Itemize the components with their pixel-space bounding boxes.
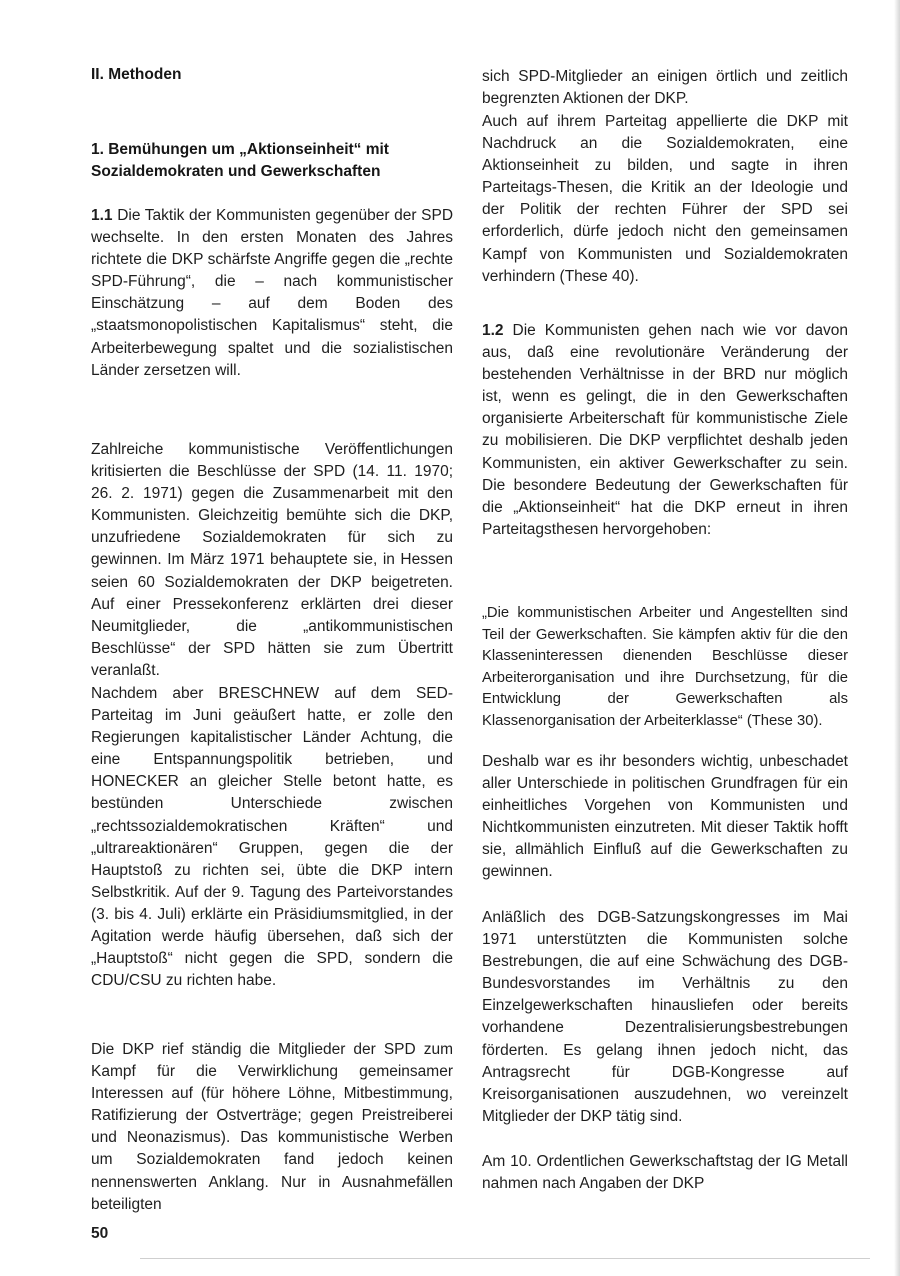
paragraph-breschnew: Nachdem aber BRESCHNEW auf dem SED-Parteitag im Juni geäußert hatte, er zolle den Regierungen kapitalistischer Länder Achtung, die eine Entspannungspolitik betrieben, und HONECKER an gleicher Stelle betont hatte, es bestünden Unterschiede zwischen „rechtssozialdemokratischen Kräften“ und „ultrareaktionären“ Gruppen, gegen die der Hauptstoß zu richten sei, übte die DKP intern Selbstkritik. Auf der 9. Tagung des Parteivorstandes (3. bis 4. Juli) erklärte ein Präsidiumsmitglied, in der Agitation werde häufig übersehen, daß sich der „Hauptstoß“ nicht gegen die SPD, sondern die CDU/CSU zu richten habe. — [91, 685, 453, 990]
page-number: 50 — [91, 1225, 109, 1242]
paragraph-dgb-kongress: Anläßlich des DGB-Satzungskongresses im Mai 1971 unterstützten die Kommunisten solche Bestrebungen, die auf eine Schwächung des DGB-Bundesvorstandes im Verhältnis zu den Einzelgewerkschaften hinausliefen oder bereits vorhandene Dezentralisierungsbestrebungen förderten. Es gelang ihnen jedoch nicht, das Antragsrecht für DGB-Kongresse auf Kreisorganisationen auszudehnen, wo vereinzelt Mitglieder der DKP tätig sind. — [482, 909, 848, 1125]
paragraph-1-2-text: Die Kommunisten gehen nach wie vor davon aus, daß eine revolutionäre Veränderung der bestehenden Verhältnisse in der BRD nur möglich ist, wenn es gelingt, die in den Gewerkschaften organisierte Arbeiterschaft für kommunistische Ziele zu mobilisieren. Die DKP verpflichtet deshalb jeden Kommunisten, ein aktiver Gewerkschafter zu sein. Die besondere Bedeutung der Gewerkschaften für die „Aktionseinheit“ hat die DKP erneut in ihren Parteitagsthesen hervorgehoben: — [482, 322, 849, 538]
block-quote-these-30: „Die kommunistischen Arbeiter und Angestellten sind Teil der Gewerkschaften. Sie kämpfen aktiv für die den Klasseninteressen dienenden Beschlüsse dieser Arbeiterorganisation und ihre Durchsetzung, für die Entwicklung der Gewerkschaften als Klassenorganisation der Arbeiterklasse“ (These 30). — [482, 605, 848, 729]
paragraph-1-1 — [91, 205, 453, 382]
paragraph-1-1-text: Die Taktik der Kommunisten gegenüber der SPD wechselte. In den ersten Monaten des Jahres richtete die DKP schärfste Angriffe gegen die „rechte SPD-Führung“, die – nach kommunistischer Einschätzung – auf dem Boden des „staatsmonopolistischen Kapitalismus“ steht, die Arbeiterbewegung spaltet und die sozialistischen Länder zersetzen will. — [91, 207, 454, 379]
paragraph-deshalb: Deshalb war es ihr besonders wichtig, unbeschadet aller Unterschiede in politischen Grundfragen für ein einheitliches Vorgehen von Kommunisten und Nichtkommunisten einzutreten. Mit dieser Taktik hofft sie, allmählich Einfluß auf die Gewerkschaften zu gewinnen. — [482, 753, 848, 881]
paragraph-1-2 — [482, 320, 848, 541]
paragraph-parteitag: Auch auf ihrem Parteitag appellierte die DKP mit Nachdruck an die Sozialdemokraten, eine Aktionseinheit zu bilden, und sagte in ihren Parteitags-Thesen, die Kritik an der Ideologie und der Politik der rechten Führer der SPD sei erforderlich, dürfe jedoch nicht den gemeinsamen Kampf von Kommunisten und Sozialdemokraten verhindern (These 40). — [482, 113, 848, 285]
paragraph-number-1-2: 1.2 — [482, 322, 504, 339]
paragraph-ig-metall: Am 10. Ordentlichen Gewerkschaftstag der IG Metall nahmen nach Angaben der DKP — [482, 1153, 848, 1193]
paragraph-number-1-1: 1.1 — [91, 207, 113, 224]
paragraph-appeal: Die DKP rief ständig die Mitglieder der SPD zum Kampf für die Verwirklichung gemeinsamer Interessen auf (für höhere Löhne, Mitbestimmung, Ratifizierung der Ostverträge; gegen Preistreiberei und Neonazismus). Das kommunistische Werben um Sozialdemokraten fand jedoch keinen nennenswerten Anklang. Nur in Ausnahmefällen beteiligten — [91, 1041, 453, 1213]
right-column — [482, 0, 848, 1276]
subsection-heading: 1. Bemühungen um „Aktionseinheit“ mit Sozialdemokraten und Gewerkschaften — [91, 141, 389, 180]
paragraph-continuation: sich SPD-Mitglieder an einigen örtlich und zeitlich begrenzten Aktionen der DKP. — [482, 68, 848, 108]
paragraph-publications: Zahlreiche kommunistische Veröffentlichungen kritisierten die Beschlüsse der SPD (14. 11. 1970; 26. 2. 1971) gegen die Zusammenarbeit mit den Kommunisten. Gleichzeitig bemühte sich die DKP, unzufriedene Sozialdemokraten für sich zu gewinnen. Im März 1971 behauptete sie, in Hessen seien 60 Sozialdemokraten der DKP beigetreten. Auf einer Pressekonferenz erklärten drei dieser Neumitglieder, die „antikommunistischen Beschlüsse“ der SPD hätten sie zum Übertritt veranlaßt. — [91, 441, 453, 679]
page-bottom-line — [140, 1258, 870, 1259]
left-column — [91, 0, 453, 1276]
page-edge-shadow — [894, 0, 900, 1276]
section-heading: II. Methoden — [91, 66, 182, 83]
